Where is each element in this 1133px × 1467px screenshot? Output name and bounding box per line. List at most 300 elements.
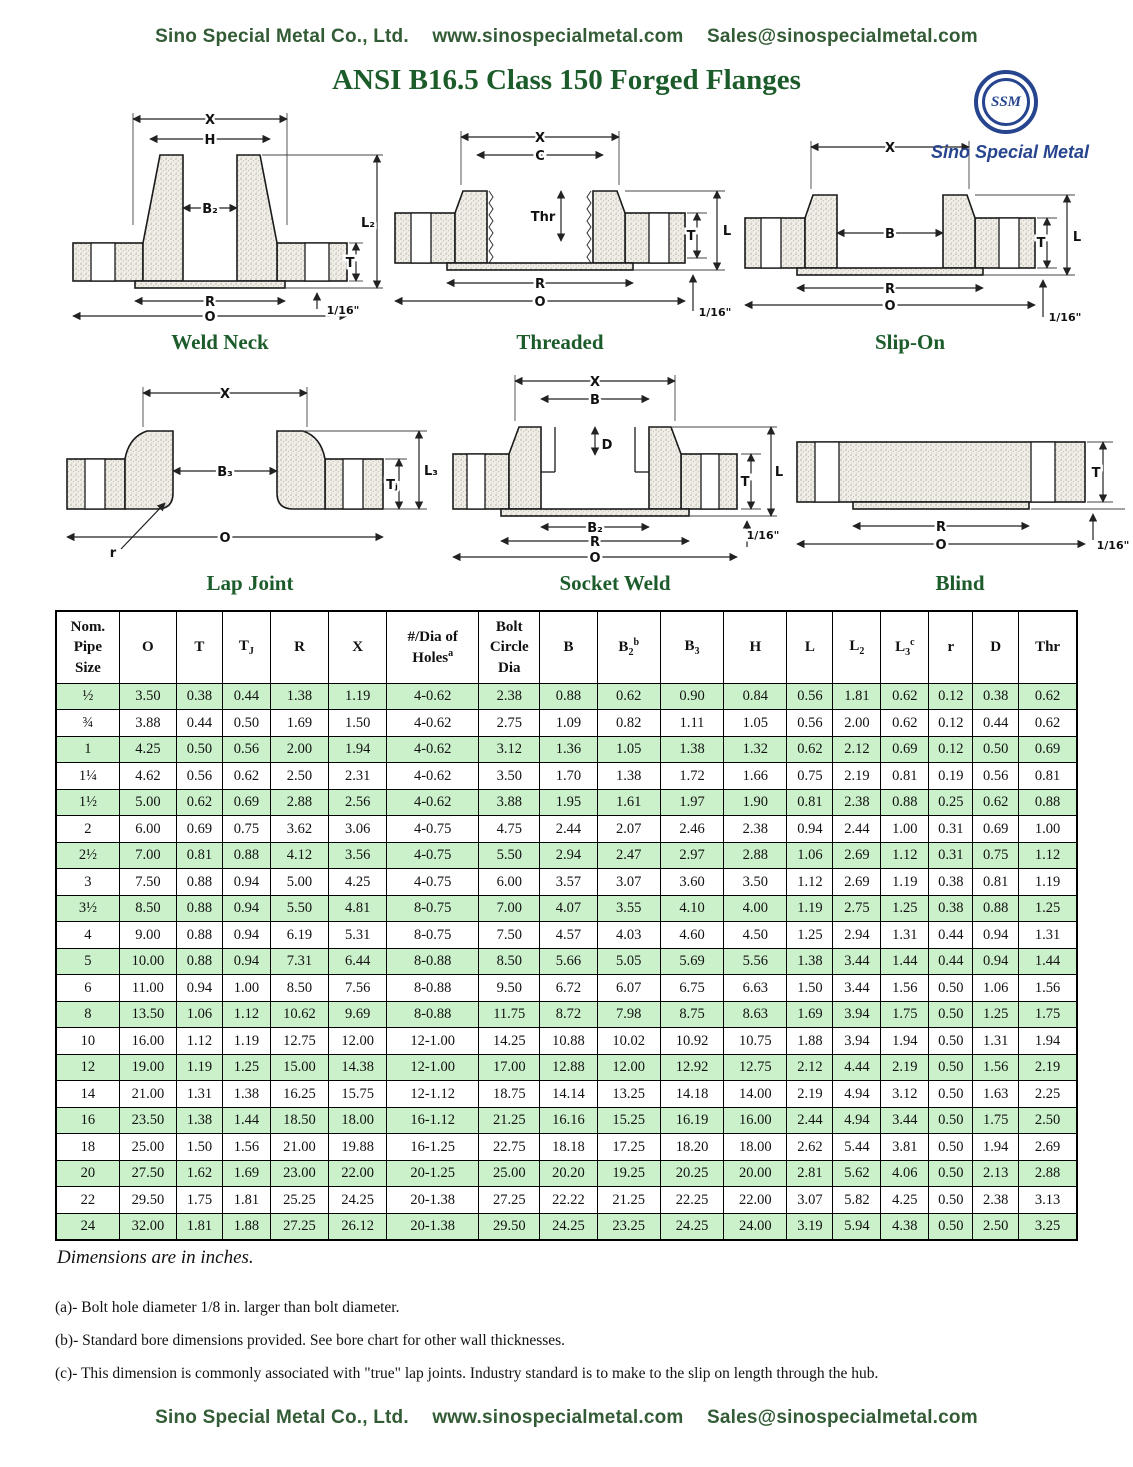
svg-text:L₃: L₃ (424, 464, 438, 479)
table-cell: 0.69 (881, 736, 929, 763)
table-cell: 4.25 (119, 736, 176, 763)
table-cell: 1.94 (881, 1028, 929, 1055)
pipe-size-cell: 22 (56, 1187, 119, 1214)
table-cell: 3.19 (787, 1213, 833, 1240)
table-cell: 0.50 (929, 1028, 973, 1055)
table-cell: 1.25 (973, 1001, 1019, 1028)
table-cell: 5.05 (597, 948, 660, 975)
table-cell: 4-0.62 (387, 710, 479, 737)
table-cell: 0.50 (973, 736, 1019, 763)
table-cell: 6.00 (479, 869, 540, 896)
table-cell: 2.19 (1019, 1054, 1077, 1081)
diagram-caption: Slip-On (874, 330, 946, 354)
svg-text:O: O (204, 310, 216, 323)
table-cell: 0.44 (973, 710, 1019, 737)
table-cell: 16.00 (119, 1028, 176, 1055)
flange-dimensions-table (55, 610, 1078, 1241)
table-cell: 0.88 (881, 789, 929, 816)
table-cell: 1.69 (270, 710, 328, 737)
table-cell: 3.12 (881, 1081, 929, 1108)
table-row (56, 1160, 1077, 1187)
table-cell: 0.12 (929, 710, 973, 737)
table-cell: 8.50 (479, 948, 540, 975)
table-cell: 23.25 (597, 1213, 660, 1240)
column-header: $B_2^b$ (597, 611, 660, 683)
column-header: L (787, 611, 833, 683)
svg-text:L: L (722, 224, 732, 239)
table-cell: 3.94 (833, 1028, 881, 1055)
table-cell: 19.25 (597, 1160, 660, 1187)
table-cell: 0.69 (222, 789, 270, 816)
table-cell: 0.50 (929, 1107, 973, 1134)
table-cell: 8-0.75 (387, 895, 479, 922)
table-cell: 9.69 (329, 1001, 387, 1028)
pipe-size-cell: 1¼ (56, 763, 119, 790)
table-cell: 1.38 (222, 1081, 270, 1108)
table-cell: 9.00 (119, 922, 176, 949)
table-cell: 25.00 (119, 1134, 176, 1161)
pipe-size-cell: 24 (56, 1213, 119, 1240)
table-cell: 5.50 (270, 895, 328, 922)
table-cell: 1.19 (1019, 869, 1077, 896)
table-cell: 2.94 (540, 842, 597, 869)
footer-company-name: Sino Special Metal Co., Ltd. (155, 1407, 409, 1428)
table-cell: 27.25 (270, 1213, 328, 1240)
pipe-size-cell: 14 (56, 1081, 119, 1108)
table-cell: 1.75 (881, 1001, 929, 1028)
units-note: Dimensions are in inches. (57, 1247, 254, 1269)
column-header: $L_3^c$ (881, 611, 929, 683)
column-header: $B_3$ (660, 611, 723, 683)
table-cell: 2.69 (1019, 1134, 1077, 1161)
table-body (56, 683, 1077, 1240)
table-cell: 22.22 (540, 1187, 597, 1214)
table-cell: 8.63 (724, 1001, 787, 1028)
column-header: O (119, 611, 176, 683)
table-cell: 4.07 (540, 895, 597, 922)
diagrams-row-1 (55, 103, 1082, 355)
table-cell: 1.06 (176, 1001, 222, 1028)
svg-text:H: H (204, 133, 216, 148)
table-cell: 2.19 (787, 1081, 833, 1108)
table-cell: 1.81 (833, 683, 881, 710)
table-cell: 0.94 (222, 869, 270, 896)
table-cell: 4.00 (724, 895, 787, 922)
table-cell: 13.50 (119, 1001, 176, 1028)
table-cell: 14.18 (660, 1081, 723, 1108)
table-cell: 2.13 (973, 1160, 1019, 1187)
table-cell: 0.62 (973, 789, 1019, 816)
table-cell: 4.60 (660, 922, 723, 949)
footer-company-website[interactable]: www.sinospecialmetal.com (432, 1407, 684, 1428)
table-cell: 0.88 (176, 895, 222, 922)
table-cell: 1.81 (222, 1187, 270, 1214)
table-cell: 1.63 (973, 1081, 1019, 1108)
table-cell: 4.94 (833, 1107, 881, 1134)
table-cell: 6.44 (329, 948, 387, 975)
table-row (56, 763, 1077, 790)
table-cell: 0.38 (929, 895, 973, 922)
table-cell: 2.19 (833, 763, 881, 790)
svg-text:Thr: Thr (530, 210, 556, 225)
svg-text:O: O (589, 551, 601, 564)
table-cell: 0.50 (929, 1187, 973, 1214)
svg-text:X: X (534, 131, 546, 146)
table-row (56, 1107, 1077, 1134)
table-cell: 0.69 (1019, 736, 1077, 763)
table-cell: 17.25 (597, 1134, 660, 1161)
table-cell: 8.50 (119, 895, 176, 922)
pipe-size-cell: ¾ (56, 710, 119, 737)
table-cell: 0.62 (1019, 710, 1077, 737)
table-row (56, 710, 1077, 737)
table-cell: 25.00 (479, 1160, 540, 1187)
table-row (56, 1081, 1077, 1108)
table-cell: 0.94 (176, 975, 222, 1002)
svg-text:B: B (885, 227, 895, 242)
blind-diagram (785, 404, 1133, 596)
table-cell: 10.88 (540, 1028, 597, 1055)
pipe-size-cell: 6 (56, 975, 119, 1002)
table-cell: 0.88 (176, 948, 222, 975)
footer-company-email[interactable]: Sales@sinospecialmetal.com (706, 1407, 978, 1428)
column-header: B (540, 611, 597, 683)
table-cell: 4-0.62 (387, 789, 479, 816)
table-cell: 3.94 (833, 1001, 881, 1028)
table-cell: 2.00 (270, 736, 328, 763)
table-cell: 2.38 (833, 789, 881, 816)
pipe-size-cell: 20 (56, 1160, 119, 1187)
pipe-size-cell: 1 (56, 736, 119, 763)
table-cell: 24.00 (724, 1213, 787, 1240)
column-header: Nom. Pipe Size (56, 611, 119, 683)
diagram-caption: Blind (935, 571, 985, 595)
table-cell: 1.00 (222, 975, 270, 1002)
table-cell: 21.25 (597, 1187, 660, 1214)
table-cell: 0.56 (973, 763, 1019, 790)
table-cell: 1.25 (787, 922, 833, 949)
svg-text:T: T (686, 229, 696, 244)
table-cell: 1.94 (329, 736, 387, 763)
page-title: ANSI B16.5 Class 150 Forged Flanges (332, 64, 801, 96)
table-cell: 1.00 (1019, 816, 1077, 843)
table-row (56, 736, 1077, 763)
column-header: $T_J$ (222, 611, 270, 683)
table-row (56, 1054, 1077, 1081)
table-cell: 20-1.38 (387, 1187, 479, 1214)
table-cell: 8-0.88 (387, 948, 479, 975)
table-cell: 0.44 (929, 948, 973, 975)
table-row (56, 789, 1077, 816)
table-cell: 6.07 (597, 975, 660, 1002)
table-cell: 19.88 (329, 1134, 387, 1161)
svg-text:X: X (884, 141, 896, 156)
table-cell: 1.50 (176, 1134, 222, 1161)
table-cell: 15.00 (270, 1054, 328, 1081)
diagram-caption: Weld Neck (171, 330, 269, 354)
table-cell: 24.25 (660, 1213, 723, 1240)
svg-text:B: B (590, 393, 600, 408)
table-cell: 5.00 (270, 869, 328, 896)
table-cell: 2.88 (270, 789, 328, 816)
table-cell: 12.92 (660, 1054, 723, 1081)
table-cell: 24.25 (540, 1213, 597, 1240)
table-cell: 0.94 (973, 948, 1019, 975)
table-cell: 1.44 (881, 948, 929, 975)
table-row (56, 922, 1077, 949)
table-cell: 1.88 (222, 1213, 270, 1240)
table-cell: 0.38 (929, 869, 973, 896)
table-cell: 1.56 (881, 975, 929, 1002)
table-cell: 10.92 (660, 1028, 723, 1055)
table-row (56, 1213, 1077, 1240)
table-cell: 2.38 (724, 816, 787, 843)
table-cell: 18.20 (660, 1134, 723, 1161)
svg-text:X: X (204, 113, 216, 128)
table-cell: 10.02 (597, 1028, 660, 1055)
table-cell: 1.19 (222, 1028, 270, 1055)
table-cell: 0.56 (787, 683, 833, 710)
table-row (56, 869, 1077, 896)
table-cell: 2.88 (724, 842, 787, 869)
column-header: #/Dia of Holes$^a$ (387, 611, 479, 683)
table-cell: 7.98 (597, 1001, 660, 1028)
table-cell: 2.75 (479, 710, 540, 737)
table-cell: 5.69 (660, 948, 723, 975)
table-cell: 1.32 (724, 736, 787, 763)
table-cell: 16-1.25 (387, 1134, 479, 1161)
table-cell: 0.88 (176, 869, 222, 896)
table-cell: 14.00 (724, 1081, 787, 1108)
lap-joint-shape (67, 387, 427, 509)
table-cell: 0.81 (973, 869, 1019, 896)
svg-text:T: T (345, 256, 355, 271)
column-header: T (176, 611, 222, 683)
table-row (56, 975, 1077, 1002)
svg-text:O: O (884, 299, 896, 314)
table-row (56, 683, 1077, 710)
table-cell: 22.25 (660, 1187, 723, 1214)
table-cell: 5.44 (833, 1134, 881, 1161)
table-cell: 0.19 (929, 763, 973, 790)
diagram-caption: Threaded (516, 330, 604, 354)
blind-drawing-icon (785, 404, 1133, 564)
table-cell: 5.94 (833, 1213, 881, 1240)
table-cell: 10.75 (724, 1028, 787, 1055)
pipe-size-cell: 1½ (56, 789, 119, 816)
table-cell: 29.50 (119, 1187, 176, 1214)
table-cell: 0.94 (222, 922, 270, 949)
weld-neck-drawing-icon (55, 103, 385, 323)
table-cell: 0.94 (222, 948, 270, 975)
table-cell: 5.50 (479, 842, 540, 869)
table-cell: 1.94 (973, 1134, 1019, 1161)
table-cell: 2.47 (597, 842, 660, 869)
table-row (56, 1028, 1077, 1055)
table-cell: 14.14 (540, 1081, 597, 1108)
svg-text:R: R (935, 520, 947, 535)
table-cell: 4.12 (270, 842, 328, 869)
table-cell: 2.94 (833, 922, 881, 949)
table-cell: 1.97 (660, 789, 723, 816)
table-cell: 5.31 (329, 922, 387, 949)
table-cell: 4-0.75 (387, 816, 479, 843)
table-cell: 0.25 (929, 789, 973, 816)
table-cell: 4-0.62 (387, 763, 479, 790)
table-cell: 0.38 (176, 683, 222, 710)
table-cell: 16.25 (270, 1081, 328, 1108)
table-cell: 0.31 (929, 842, 973, 869)
table-cell: 0.38 (973, 683, 1019, 710)
socket-weld-shape (453, 375, 777, 516)
table-cell: 6.00 (119, 816, 176, 843)
table-cell: 2.50 (1019, 1107, 1077, 1134)
logo-ring-icon (974, 70, 1038, 134)
diagram-caption: Socket Weld (559, 571, 671, 595)
table-cell: 2.38 (479, 683, 540, 710)
table-cell: 0.62 (881, 683, 929, 710)
table-cell: 0.44 (222, 683, 270, 710)
table-cell: 4.25 (881, 1187, 929, 1214)
table-cell: 0.88 (1019, 789, 1077, 816)
company-email[interactable]: Sales@sinospecialmetal.com (706, 26, 978, 47)
table-cell: 3.13 (1019, 1187, 1077, 1214)
table-cell: 3.06 (329, 816, 387, 843)
note-a: (a)- Bolt hole diameter 1/8 in. larger than bolt diameter. (55, 1299, 400, 1317)
table-cell: 32.00 (119, 1213, 176, 1240)
table-cell: 1.06 (787, 842, 833, 869)
table-cell: 12.75 (724, 1054, 787, 1081)
table-cell: 2.69 (833, 842, 881, 869)
table-cell: 3.44 (833, 975, 881, 1002)
table-cell: 2.19 (881, 1054, 929, 1081)
pipe-size-cell: 12 (56, 1054, 119, 1081)
table-cell: 1.09 (540, 710, 597, 737)
svg-text:R: R (204, 295, 216, 310)
table-cell: 2.44 (787, 1107, 833, 1134)
table-cell: 27.25 (479, 1187, 540, 1214)
table-cell: 0.81 (1019, 763, 1077, 790)
table-cell: 0.62 (222, 763, 270, 790)
table-cell: 1.25 (222, 1054, 270, 1081)
table-cell: 4.10 (660, 895, 723, 922)
table-cell: 9.50 (479, 975, 540, 1002)
table-cell: 2.31 (329, 763, 387, 790)
table-cell: 1.70 (540, 763, 597, 790)
table-cell: 0.44 (929, 922, 973, 949)
table-cell: 3.50 (479, 763, 540, 790)
table-cell: 20.00 (724, 1160, 787, 1187)
table-cell: 2.62 (787, 1134, 833, 1161)
table-cell: 1.38 (176, 1107, 222, 1134)
table-cell: 12-1.00 (387, 1028, 479, 1055)
table-row (56, 895, 1077, 922)
pipe-size-cell: 5 (56, 948, 119, 975)
table-cell: 0.56 (787, 710, 833, 737)
table-cell: 2.44 (833, 816, 881, 843)
table-cell: 0.12 (929, 683, 973, 710)
svg-text:R: R (884, 282, 896, 297)
table-cell: 5.62 (833, 1160, 881, 1187)
table-cell: 20.25 (660, 1160, 723, 1187)
table-cell: 12.00 (329, 1028, 387, 1055)
slip-on-diagram (735, 133, 1090, 355)
svg-text:T: T (740, 475, 750, 490)
table-cell: 0.62 (176, 789, 222, 816)
table-cell: 0.50 (929, 975, 973, 1002)
table-cell: 0.50 (222, 710, 270, 737)
pipe-size-cell: 8 (56, 1001, 119, 1028)
table-cell: 3.50 (119, 683, 176, 710)
table-cell: 1.62 (176, 1160, 222, 1187)
table-cell: 26.12 (329, 1213, 387, 1240)
table-cell: 20-1.25 (387, 1160, 479, 1187)
table-cell: 0.50 (929, 1160, 973, 1187)
svg-text:B₃: B₃ (217, 465, 233, 480)
table-cell: 1.61 (597, 789, 660, 816)
svg-text:L: L (1072, 230, 1082, 245)
svg-text:T: T (1091, 466, 1101, 481)
table-cell: 1.31 (1019, 922, 1077, 949)
table-cell: 25.25 (270, 1187, 328, 1214)
table-cell: 21.25 (479, 1107, 540, 1134)
table-cell: 1.69 (787, 1001, 833, 1028)
column-header: R (270, 611, 328, 683)
table-cell: 2.12 (787, 1054, 833, 1081)
table-cell: 3.07 (597, 869, 660, 896)
svg-text:X: X (589, 375, 601, 390)
column-header: r (929, 611, 973, 683)
table-cell: 22.00 (329, 1160, 387, 1187)
svg-text:T: T (1036, 236, 1046, 251)
company-website[interactable]: www.sinospecialmetal.com (432, 26, 684, 47)
table-cell: 2.50 (270, 763, 328, 790)
table-cell: 18.75 (479, 1081, 540, 1108)
table-cell: 4.44 (833, 1054, 881, 1081)
table-cell: 4.94 (833, 1081, 881, 1108)
table-cell: 0.50 (929, 1134, 973, 1161)
table-row (56, 948, 1077, 975)
table-cell: 1.38 (597, 763, 660, 790)
table-cell: 2.56 (329, 789, 387, 816)
table-cell: 1.12 (787, 869, 833, 896)
table-cell: 1.31 (176, 1081, 222, 1108)
svg-text:1/16": 1/16" (1096, 539, 1130, 552)
table-cell: 1.50 (329, 710, 387, 737)
table-cell: 1.11 (660, 710, 723, 737)
table-cell: 14.25 (479, 1028, 540, 1055)
table-cell: 22.75 (479, 1134, 540, 1161)
table-cell: 1.38 (660, 736, 723, 763)
table-cell: 0.81 (176, 842, 222, 869)
svg-text:C: C (535, 149, 545, 164)
table-cell: 11.00 (119, 975, 176, 1002)
table-cell: 1.50 (787, 975, 833, 1002)
table-cell: 1.31 (973, 1028, 1019, 1055)
svg-text:L: L (774, 465, 784, 480)
table-cell: 5.66 (540, 948, 597, 975)
table-cell: 1.00 (881, 816, 929, 843)
table-cell: 0.90 (660, 683, 723, 710)
table-cell: 2.75 (833, 895, 881, 922)
table-cell: 15.25 (597, 1107, 660, 1134)
weld-neck-diagram (55, 103, 385, 355)
blind-shape (797, 442, 1125, 509)
table-cell: 3.25 (1019, 1213, 1077, 1240)
svg-text:r: r (109, 546, 117, 561)
table-cell: 2.07 (597, 816, 660, 843)
table-cell: 0.88 (540, 683, 597, 710)
